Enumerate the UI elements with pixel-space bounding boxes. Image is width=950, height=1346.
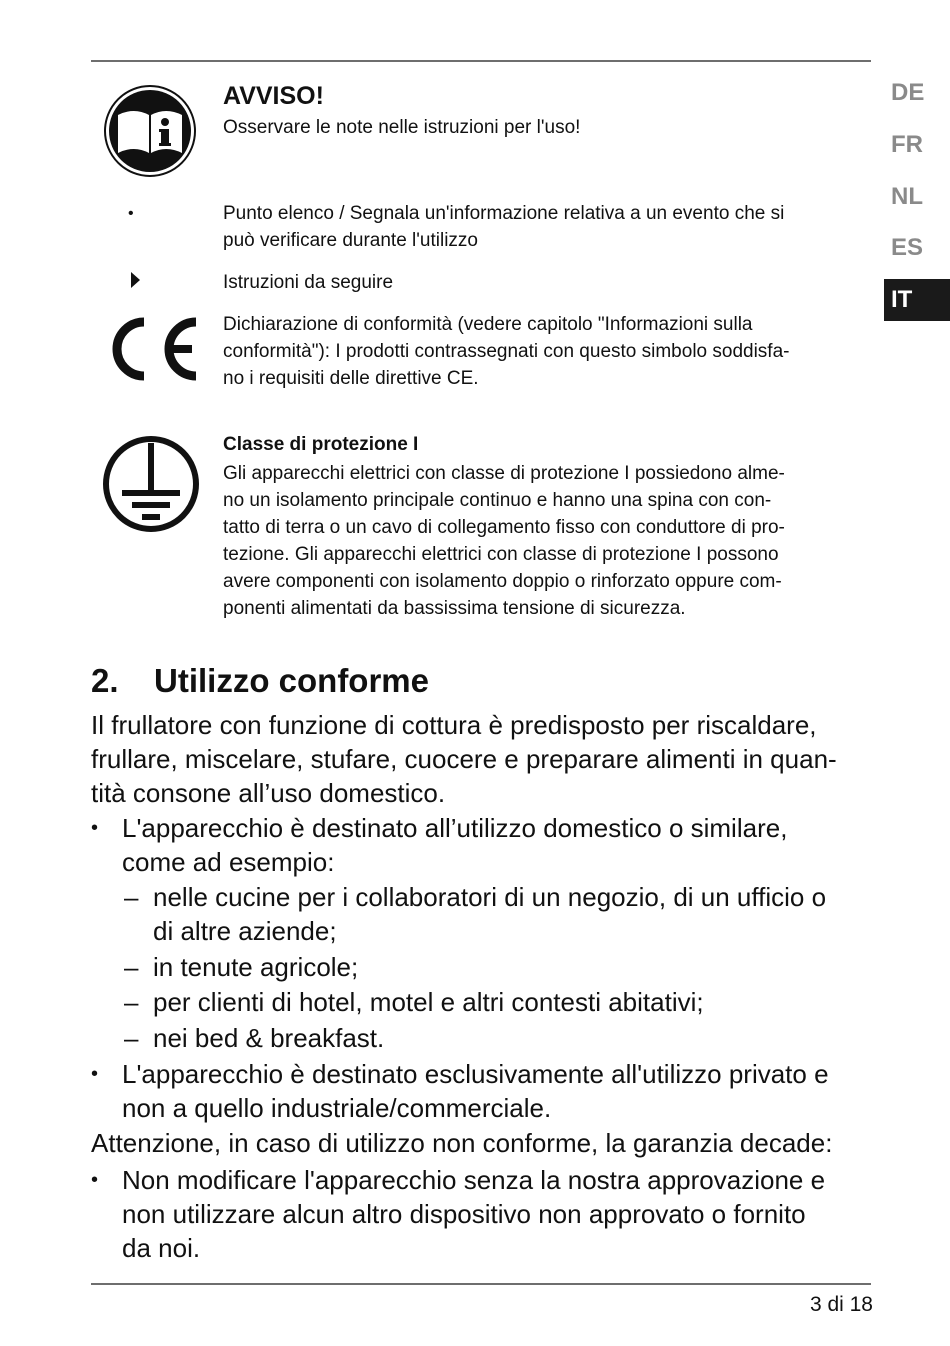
bullet3-line-3: da noi.: [122, 1233, 201, 1263]
protection-line-6: ponenti alimentati da bassissima tensione di sicurezza.: [223, 598, 686, 619]
bullet3-line-1: Non modificare l'apparecchio senza la nostra approvazione e: [122, 1165, 826, 1195]
lang-tab-es[interactable]: ES: [891, 234, 924, 261]
section-title: Utilizzo conforme: [154, 662, 430, 699]
intro-line-2: frullare, miscelare, stufare, cuocere e preparare alimenti in quan-: [91, 744, 837, 774]
protection-title: Classe di protezione I: [223, 434, 419, 455]
warning-title: AVVISO!: [223, 82, 324, 110]
bullet-desc-line-2: può verificare durante l'utilizzo: [223, 230, 478, 251]
dash1-line-1: nelle cucine per i collaboratori di un negozio, di un ufficio o: [153, 882, 827, 912]
dash1-line-2: di altre aziende;: [153, 916, 337, 946]
bullet-marker: •: [91, 1169, 99, 1191]
lang-tab-fr[interactable]: FR: [891, 131, 923, 158]
dash-marker: –: [124, 882, 139, 912]
bullet2-line-2: non a quello industriale/commerciale.: [122, 1093, 552, 1123]
protective-earth-icon: [102, 435, 200, 538]
bottom-rule: [91, 1283, 871, 1285]
dash-marker: –: [124, 1023, 139, 1053]
attention-line: Attenzione, in caso di utilizzo non conforme, la garanzia decade:: [91, 1128, 833, 1158]
dash3-line-1: per clienti di hotel, motel e altri contesti abitativi;: [153, 987, 704, 1017]
bullet-dot: •: [128, 205, 134, 222]
protection-line-1: Gli apparecchi elettrici con classe di protezione I possiedono alme-: [223, 463, 785, 484]
dash2-line-1: in tenute agricole;: [153, 952, 359, 982]
bullet-marker: •: [91, 817, 99, 839]
instruction-desc: Istruzioni da seguire: [223, 272, 394, 293]
warning-text: Osservare le note nelle istruzioni per l'uso!: [223, 117, 581, 138]
section-number: 2.: [91, 662, 119, 699]
protection-line-5: avere componenti con isolamento doppio o rinforzato oppure com-: [223, 571, 782, 592]
bullet3-line-2: non utilizzare alcun altro dispositivo non approvato o fornito: [122, 1199, 806, 1229]
bullet1-line-1: L'apparecchio è destinato all’utilizzo domestico o similare,: [122, 813, 788, 843]
ce-desc-line-1: Dichiarazione di conformità (vedere capitolo "Informazioni sulla: [223, 314, 753, 335]
protection-line-2: no un isolamento principale continuo e hanno una spina con con-: [223, 490, 772, 511]
lang-tab-it[interactable]: IT: [884, 279, 950, 321]
dash-marker: –: [124, 987, 139, 1017]
bullet-desc-line-1: Punto elenco / Segnala un'informazione relativa a un evento che si: [223, 203, 785, 224]
triangle-right-icon: [131, 272, 140, 293]
section-heading: [91, 660, 429, 702]
ce-desc-line-3: no i requisiti delle direttive CE.: [223, 368, 479, 389]
bullet-marker: •: [91, 1063, 99, 1085]
lang-tab-nl[interactable]: NL: [891, 183, 923, 210]
protection-line-4: tezione. Gli apparecchi elettrici con classe di protezione I possono: [223, 544, 779, 565]
top-rule: [91, 60, 871, 62]
ce-desc-line-2: conformità"): I prodotti contrassegnati con questo simbolo soddisfa-: [223, 341, 790, 362]
page-number: 3 di 18: [809, 1293, 873, 1316]
bullet2-line-1: L'apparecchio è destinato esclusivamente all'utilizzo privato e: [122, 1059, 829, 1089]
dash4-line-1: nei bed & breakfast.: [153, 1023, 385, 1053]
intro-line-1: Il frullatore con funzione di cottura è predisposto per riscaldare,: [91, 710, 817, 740]
manual-info-icon: [104, 85, 196, 182]
lang-tab-de[interactable]: DE: [891, 79, 925, 106]
intro-line-3: tità consone all’uso domestico.: [91, 778, 446, 808]
bullet1-line-2: come ad esempio:: [122, 847, 335, 877]
dash-marker: –: [124, 952, 139, 982]
protection-line-3: tatto di terra o un cavo di collegamento fisso con conduttore di pro-: [223, 517, 785, 538]
ce-mark-icon: [102, 316, 202, 387]
